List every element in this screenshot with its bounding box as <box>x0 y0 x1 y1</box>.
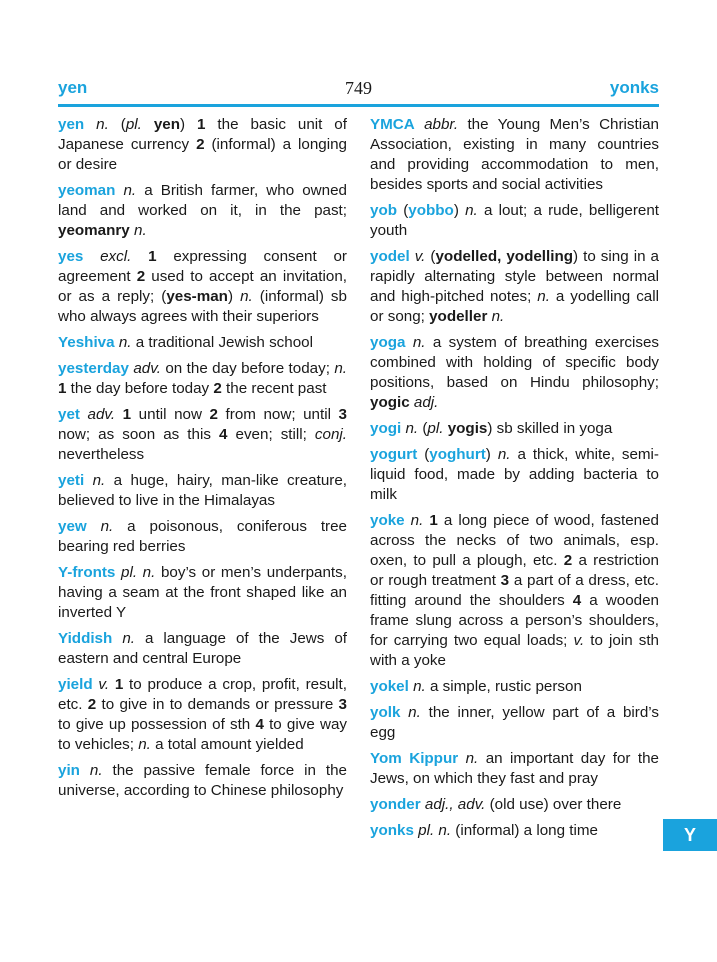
grammar-label: n. <box>123 182 137 199</box>
definition-text: nevertheless <box>58 446 145 463</box>
definition-text <box>131 248 148 265</box>
definition-text <box>405 334 412 351</box>
grammar-label: n. <box>491 308 505 325</box>
grammar-label: adv. <box>87 406 116 423</box>
headword: Yom Kippur <box>370 750 459 767</box>
header-rule <box>58 104 659 107</box>
grammar-label: adj., adv. <box>424 796 486 813</box>
bold-text: yodeller <box>429 308 488 325</box>
dictionary-entry <box>58 333 347 353</box>
bold-text: yogis <box>447 420 488 437</box>
bold-text: 2 <box>136 268 146 285</box>
definition-text <box>84 116 96 133</box>
definition-text: ) <box>179 116 197 133</box>
grammar-label: n. <box>410 512 424 529</box>
grammar-label: n. <box>465 202 478 219</box>
definition-text: ) <box>453 202 466 219</box>
dictionary-entry <box>370 749 659 789</box>
definition-text <box>87 518 101 535</box>
grammar-label: pl. n. <box>121 564 156 581</box>
definition-text: to produce a crop, profit, result, etc. <box>58 676 347 713</box>
headword: yin <box>58 762 80 779</box>
definition-text <box>83 248 100 265</box>
grammar-label: n. <box>412 334 426 351</box>
guide-word-right: yonks <box>609 78 659 97</box>
headword: yogurt <box>370 446 418 463</box>
grammar-label: n. <box>118 334 132 351</box>
page-number: 749 <box>345 78 372 98</box>
letter-thumb-tab: Y <box>663 819 717 851</box>
definition-text: a system of breathing exercises combined with holding of specific body positions, based on Hindu philosophy; <box>370 334 659 391</box>
headword: yonder <box>370 796 421 813</box>
grammar-label: pl. <box>125 116 142 133</box>
definition-text: even; still; <box>227 426 315 443</box>
definition-text <box>115 406 123 423</box>
bold-text: yeomanry <box>58 222 130 239</box>
definition-text <box>80 762 90 779</box>
grammar-label: n. <box>240 288 253 305</box>
dictionary-entry <box>370 115 659 195</box>
headword: yesterday <box>58 360 129 377</box>
grammar-label: pl. n. <box>418 822 452 839</box>
definition-text: ) sb skilled in yoga <box>487 420 613 437</box>
headword: yeti <box>58 472 85 489</box>
definition-text: ( <box>417 446 430 463</box>
definition-text: used to accept an invitation, or as a reply; ( <box>58 268 348 305</box>
dictionary-entry <box>370 677 659 697</box>
definition-text: ( <box>425 248 436 265</box>
bold-text: 2 <box>213 380 222 397</box>
definition-text: ( <box>397 202 409 219</box>
definition-text: the passive female force in the universe, according to Chinese philosophy <box>58 762 347 799</box>
headword: yeoman <box>58 182 116 199</box>
guide-word-left: yen <box>58 78 88 97</box>
definition-text <box>142 116 154 133</box>
definition-text: a restriction or rough treatment <box>370 552 660 589</box>
headword: yes <box>58 248 84 265</box>
definition-text: a poisonous, coniferous tree bearing red berries <box>58 518 347 555</box>
dictionary-entry <box>58 471 347 511</box>
definition-text <box>112 630 122 647</box>
definition-text: from now; until <box>217 406 339 423</box>
definition-text: an important day for the Jews, on which they fast and pray <box>370 750 659 787</box>
definition-text: boy’s or men’s underpants, having a seam at the front shaped like an inverted Y <box>58 564 347 621</box>
dictionary-entry <box>58 247 347 327</box>
headword: YMCA <box>370 116 415 133</box>
definition-text: a total amount yielded <box>150 736 304 753</box>
bold-text: 4 <box>255 716 264 733</box>
headword: yob <box>370 202 398 219</box>
definition-text: to give up possession of sth <box>58 716 256 733</box>
grammar-label: n. <box>100 518 114 535</box>
grammar-label: v. <box>98 676 110 693</box>
definition-text: a wooden frame slung across a person’s shoulders, for carrying two equal loads; <box>370 592 659 649</box>
dictionary-entry <box>58 563 347 623</box>
grammar-label: adv. <box>133 360 161 377</box>
bold-text: 1 <box>122 406 132 423</box>
definition-text: a traditional Jewish school <box>131 334 313 351</box>
definition-text: the basic unit of Japanese currency <box>58 116 347 153</box>
bold-text: 2 <box>563 552 573 569</box>
dictionary-entry <box>370 795 659 815</box>
definition-text <box>458 750 465 767</box>
definition-text: a lout; a rude, belligerent youth <box>370 202 659 239</box>
definition-text: to give in to demands or pressure <box>96 696 339 713</box>
definition-text: a language of the Jews of eastern and central Europe <box>58 630 347 667</box>
definition-text: ) to sing in a rapidly alternating style between normal and high-pitched notes; <box>370 248 659 305</box>
grammar-label: conj. <box>314 426 348 443</box>
dictionary-entry <box>58 181 347 241</box>
headword: yew <box>58 518 87 535</box>
bold-text: 3 <box>500 572 510 589</box>
headword: yoke <box>370 512 405 529</box>
dictionary-entry <box>58 629 347 669</box>
definition-text: until now <box>131 406 210 423</box>
definition-text: now; as soon as this <box>58 426 219 443</box>
dictionary-entry <box>370 821 659 841</box>
bold-text: 1 <box>58 380 67 397</box>
dictionary-entry <box>58 359 347 399</box>
definition-text: to join sth with a yoke <box>370 632 659 669</box>
definition-text: ) <box>485 446 498 463</box>
grammar-label: n. <box>465 750 479 767</box>
headword: yokel <box>370 678 409 695</box>
definition-text: a huge, hairy, man-like creature, believed to live in the Himalayas <box>58 472 347 509</box>
grammar-label: n. <box>122 630 135 647</box>
definition-text: a part of a dress, etc. fitting around the shoulders <box>370 572 659 609</box>
definition-text: to give way to vehicles; <box>58 716 347 753</box>
grammar-label: v. <box>414 248 426 265</box>
headword: yen <box>58 116 85 133</box>
definition-text: a yodelling call or song; <box>370 288 659 325</box>
definition-text: the day before today <box>66 380 214 397</box>
bold-text: 3 <box>338 406 347 423</box>
definition-text: a simple, rustic person <box>425 678 582 695</box>
bold-text: 1 <box>197 116 206 133</box>
grammar-label: adj. <box>413 394 439 411</box>
bold-text: 3 <box>338 696 347 713</box>
headword: yoga <box>370 334 406 351</box>
grammar-label: excl. <box>100 248 132 265</box>
bold-text: yes-man <box>166 288 228 305</box>
definition-text: a long piece of wood, fastened across the necks of two animals, esp. oxen, to pull a plough, etc. <box>370 512 659 569</box>
dictionary-entry <box>58 517 347 557</box>
bold-text: yogic <box>370 394 410 411</box>
bold-text: 1 <box>429 512 438 529</box>
definition-text: the recent past <box>221 380 327 397</box>
bold-text: yodelled, yodelling <box>435 248 574 265</box>
dictionary-entry <box>370 445 659 505</box>
grammar-label: n. <box>537 288 550 305</box>
dictionary-entry <box>58 115 347 175</box>
dictionary-entry <box>370 703 659 743</box>
definition-text <box>80 406 88 423</box>
dictionary-entry <box>58 761 347 801</box>
definition-text: a British farmer, who owned land and worked on it, in the past; <box>58 182 347 219</box>
grammar-label: n. <box>334 360 347 377</box>
bold-text: 1 <box>114 676 124 693</box>
grammar-label: n. <box>96 116 109 133</box>
left-column <box>58 115 347 807</box>
grammar-label: n. <box>405 420 419 437</box>
headword: yogi <box>370 420 402 437</box>
headword: yodel <box>370 248 410 265</box>
grammar-label: n. <box>497 446 511 463</box>
headword: yoghurt <box>429 446 486 463</box>
definition-text <box>84 472 92 489</box>
grammar-label: n. <box>89 762 103 779</box>
definition-text: (informal) a long time <box>451 822 598 839</box>
bold-text: 4 <box>572 592 582 609</box>
bold-text: 1 <box>148 248 157 265</box>
dictionary-entry <box>58 675 347 755</box>
dictionary-entry <box>58 405 347 465</box>
definition-text: ( <box>418 420 428 437</box>
headword: Yeshiva <box>58 334 115 351</box>
bold-text: 2 <box>209 406 218 423</box>
dictionary-entry <box>370 201 659 241</box>
dictionary-entry <box>370 419 659 439</box>
headword: yet <box>58 406 80 423</box>
grammar-label: v. <box>573 632 585 649</box>
grammar-label: n. <box>413 678 426 695</box>
definition-text: the inner, yellow part of a bird’s egg <box>370 704 659 741</box>
headword: Y-fronts <box>58 564 116 581</box>
definition-text: expressing consent or agreement <box>58 248 347 285</box>
definition-text: ) <box>227 288 241 305</box>
definition-text: ( <box>108 116 126 133</box>
grammar-label: n. <box>134 222 147 239</box>
definition-text: the Young Men’s Christian Association, existing in many countries and providing accommodation to men, besides sports and social activities <box>370 116 659 193</box>
grammar-label: pl. <box>427 420 444 437</box>
grammar-label: n. <box>138 736 151 753</box>
definition-text: (informal) a longing or desire <box>58 136 348 173</box>
dictionary-entry <box>370 333 659 413</box>
headword: Yiddish <box>58 630 113 647</box>
headword: yonks <box>370 822 414 839</box>
bold-text: 2 <box>196 136 205 153</box>
headword: yolk <box>370 704 401 721</box>
dictionary-entry <box>370 247 659 327</box>
grammar-label: n. <box>408 704 421 721</box>
bold-text: 4 <box>219 426 228 443</box>
dictionary-entry <box>370 511 659 671</box>
definition-text: on the day before today; <box>160 360 335 377</box>
definition-text <box>400 704 408 721</box>
headword: yield <box>58 676 93 693</box>
definition-text <box>415 116 424 133</box>
grammar-label: n. <box>92 472 106 489</box>
right-column <box>370 115 659 847</box>
grammar-label: abbr. <box>424 116 459 133</box>
bold-text: 2 <box>87 696 97 713</box>
definition-text: (old use) over there <box>485 796 622 813</box>
headword: yobbo <box>408 202 454 219</box>
bold-text: yen <box>153 116 180 133</box>
definition-text: (informal) sb who always agrees with their superiors <box>58 288 347 325</box>
definition-text: a thick, white, semi-liquid food, made by adding bacteria to milk <box>370 446 659 503</box>
